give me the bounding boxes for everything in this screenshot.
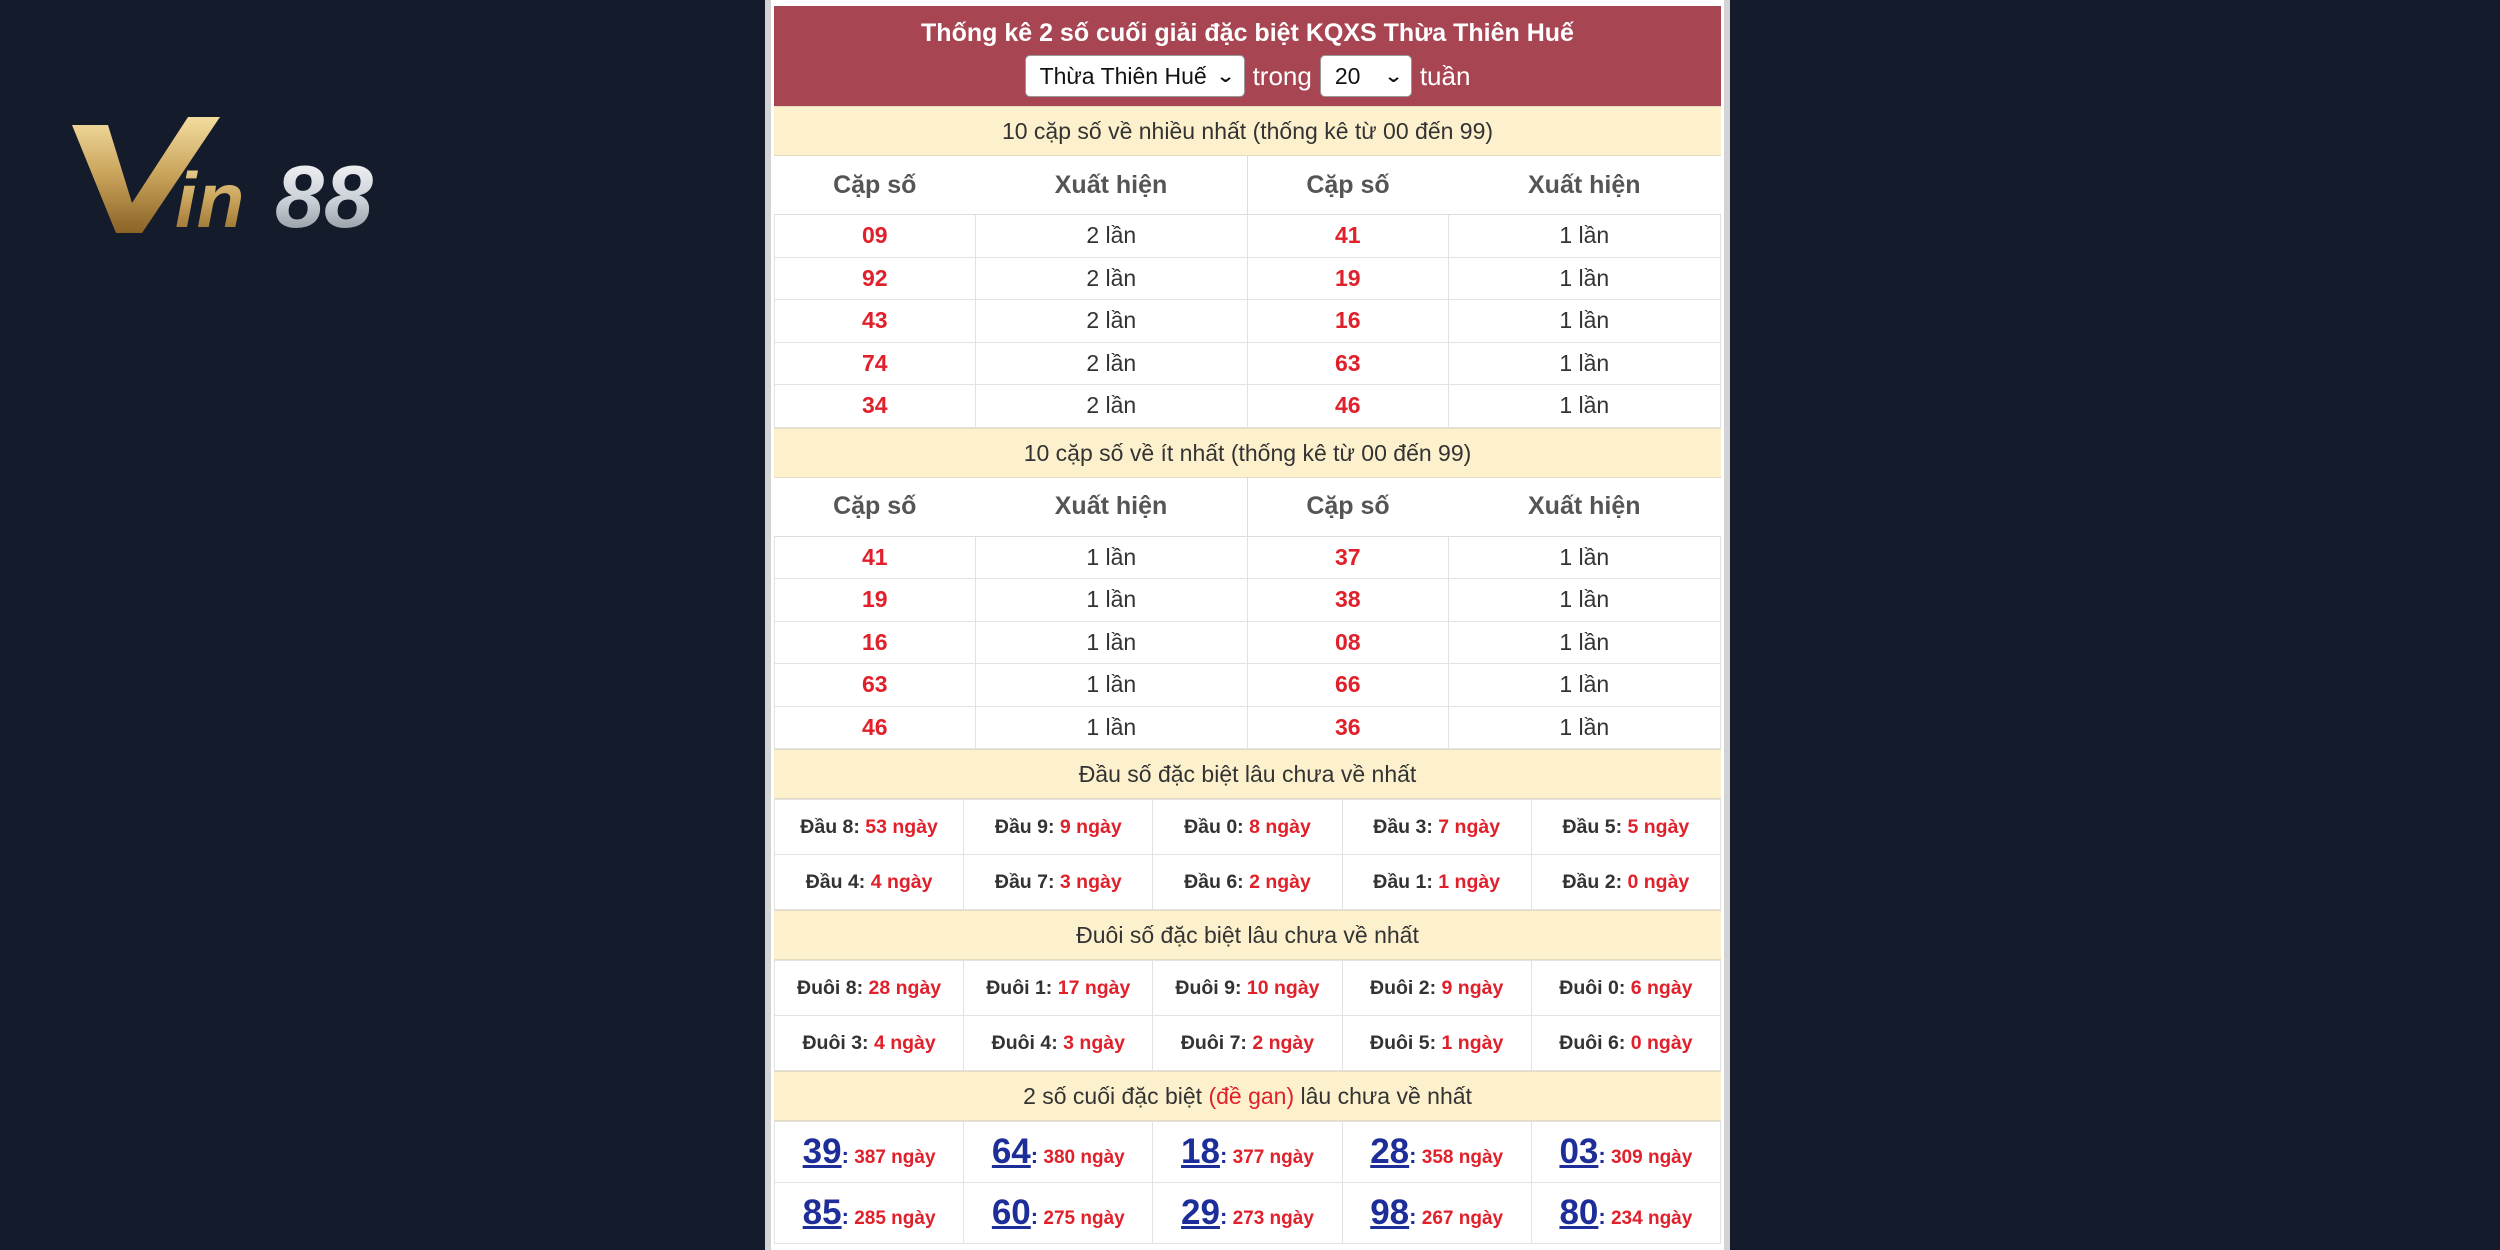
pair-number: 36 (1247, 706, 1448, 749)
gan-number-link[interactable]: 64 (991, 1132, 1031, 1171)
weeks-select[interactable] (1320, 55, 1412, 97)
pair-number: 74 (775, 342, 976, 385)
gan-number-link[interactable]: 39 (802, 1132, 842, 1171)
table-row (775, 1183, 1721, 1244)
pair-count: 1 lần (1448, 579, 1720, 622)
dau-cell: Đầu 6: 2 ngày (1153, 855, 1342, 910)
gan-cell: 03: 309 ngày (1531, 1122, 1720, 1183)
pair-count: 2 lần (975, 215, 1247, 258)
pair-count: 2 lần (975, 300, 1247, 343)
svg-text:88: 88 (275, 147, 373, 245)
dau-cell: Đầu 3: 7 ngày (1342, 800, 1531, 855)
pair-number: 43 (775, 300, 976, 343)
province-select[interactable] (1025, 55, 1245, 97)
vin88-logo-graphic (70, 115, 460, 245)
page-title: Thống kê 2 số cuối giải đặc biệt KQXS Thừa Thiên Huế (921, 19, 1574, 47)
chevron-down-icon: ⌄ (1216, 66, 1236, 86)
most-frequent-table (774, 156, 1721, 428)
duoi-cell: Đuôi 3: 4 ngày (775, 1016, 964, 1071)
table-row (775, 855, 1721, 910)
table-header-row (775, 478, 1721, 537)
gan-number-link[interactable]: 28 (1370, 1132, 1410, 1171)
filter-controls (774, 54, 1721, 98)
col-header-count: Xuất hiện (1448, 478, 1720, 537)
pair-count: 1 lần (975, 664, 1247, 707)
table-row (775, 1016, 1721, 1071)
pair-number: 37 (1247, 536, 1448, 579)
gan-number-link[interactable]: 03 (1559, 1132, 1599, 1171)
pair-number: 34 (775, 385, 976, 428)
tuan-label: tuần (1419, 61, 1471, 91)
table-row (775, 300, 1721, 343)
gan-number-link[interactable]: 29 (1181, 1193, 1220, 1232)
col-header-count: Xuất hiện (975, 156, 1247, 215)
most-frequent-title: 10 cặp số về nhiều nhất (thống kê từ 00 đến 99) (774, 106, 1721, 156)
duoi-cell: Đuôi 2: 9 ngày (1342, 961, 1531, 1016)
dau-cell: Đầu 1: 1 ngày (1342, 855, 1531, 910)
gan-number-link[interactable]: 85 (802, 1193, 842, 1232)
gan-cell: 18: 377 ngày (1153, 1122, 1342, 1183)
dau-cell: Đầu 0: 8 ngày (1153, 800, 1342, 855)
pair-count: 1 lần (975, 579, 1247, 622)
gan-cell: 80: 234 ngày (1531, 1183, 1720, 1244)
dau-cell: Đầu 7: 3 ngày (964, 855, 1153, 910)
dau-cell: Đầu 9: 9 ngày (964, 800, 1153, 855)
col-header-count: Xuất hiện (1448, 156, 1720, 215)
col-header-pair: Cặp số (775, 478, 976, 537)
pair-count: 1 lần (1448, 621, 1720, 664)
pair-number: 19 (775, 579, 976, 622)
pair-number: 63 (775, 664, 976, 707)
trong-label: trong (1252, 61, 1312, 91)
duoi-cell: Đuôi 9: 10 ngày (1153, 961, 1342, 1016)
pair-count: 1 lần (1448, 300, 1720, 343)
pair-number: 16 (775, 621, 976, 664)
pair-count: 1 lần (1448, 215, 1720, 258)
least-frequent-table (774, 478, 1721, 750)
pair-number: 46 (1247, 385, 1448, 428)
duoi-cell: Đuôi 4: 3 ngày (964, 1016, 1153, 1071)
pair-count: 1 lần (1448, 257, 1720, 300)
pair-number: 92 (775, 257, 976, 300)
table-row (775, 664, 1721, 707)
table-row (775, 536, 1721, 579)
duoi-cell: Đuôi 5: 1 ngày (1342, 1016, 1531, 1071)
duoi-cell: Đuôi 7: 2 ngày (1153, 1016, 1342, 1071)
stats-panel (765, 0, 1730, 1250)
pair-count: 1 lần (975, 536, 1247, 579)
gan-cell: 29: 273 ngày (1153, 1183, 1342, 1244)
province-select-value: Thừa Thiên Huế (1039, 63, 1207, 89)
duoi-title: Đuôi số đặc biệt lâu chưa về nhất (774, 910, 1721, 960)
gan-cell: 28: 358 ngày (1342, 1122, 1531, 1183)
pair-number: 09 (775, 215, 976, 258)
pair-count: 1 lần (1448, 536, 1720, 579)
gan-cell: 64: 380 ngày (964, 1122, 1153, 1183)
pair-number: 16 (1247, 300, 1448, 343)
pair-number: 46 (775, 706, 976, 749)
table-header-row (775, 156, 1721, 215)
duoi-cell: Đuôi 0: 6 ngày (1531, 961, 1720, 1016)
dau-cell: Đầu 4: 4 ngày (775, 855, 964, 910)
least-frequent-title: 10 cặp số về ít nhất (thống kê từ 00 đến 99) (774, 428, 1721, 478)
vin88-logo[interactable] (70, 115, 460, 245)
gan-cell: 85: 285 ngày (775, 1183, 964, 1244)
dau-cell: Đầu 2: 0 ngày (1531, 855, 1720, 910)
table-row (775, 342, 1721, 385)
gan-cell: 60: 275 ngày (964, 1183, 1153, 1244)
chevron-down-icon: ⌄ (1383, 66, 1404, 86)
table-row (775, 385, 1721, 428)
gan-number-link[interactable]: 18 (1181, 1132, 1220, 1171)
pair-count: 1 lần (975, 621, 1247, 664)
duoi-cell: Đuôi 6: 0 ngày (1531, 1016, 1720, 1071)
pair-number: 38 (1247, 579, 1448, 622)
table-row (775, 257, 1721, 300)
pair-number: 63 (1247, 342, 1448, 385)
dau-cell: Đầu 8: 53 ngày (775, 800, 964, 855)
gan-number-link[interactable]: 80 (1559, 1193, 1599, 1232)
duoi-table (774, 960, 1721, 1071)
pair-count: 1 lần (1448, 706, 1720, 749)
gan-cell: 98: 267 ngày (1342, 1183, 1531, 1244)
col-header-pair: Cặp số (1247, 478, 1448, 537)
panel-header (774, 6, 1721, 106)
gan-table (774, 1121, 1721, 1244)
gan-number-link[interactable]: 60 (991, 1193, 1031, 1232)
duoi-cell: Đuôi 1: 17 ngày (964, 961, 1153, 1016)
duoi-cell: Đuôi 8: 28 ngày (775, 961, 964, 1016)
pair-number: 19 (1247, 257, 1448, 300)
gan-cell: 39: 387 ngày (775, 1122, 964, 1183)
pair-count: 1 lần (1448, 385, 1720, 428)
pair-count: 2 lần (975, 257, 1247, 300)
pair-number: 08 (1247, 621, 1448, 664)
gan-title: 2 số cuối đặc biệt (đề gan) lâu chưa về nhất (774, 1071, 1721, 1121)
pair-count: 2 lần (975, 385, 1247, 428)
pair-number: 41 (775, 536, 976, 579)
table-row (775, 961, 1721, 1016)
table-row (775, 800, 1721, 855)
gan-number-link[interactable]: 98 (1370, 1193, 1410, 1232)
pair-count: 1 lần (975, 706, 1247, 749)
table-row (775, 215, 1721, 258)
pair-count: 2 lần (975, 342, 1247, 385)
table-row (775, 621, 1721, 664)
table-row (775, 706, 1721, 749)
table-row (775, 579, 1721, 622)
pair-count: 1 lần (1448, 664, 1720, 707)
weeks-select-value: 20 (1334, 63, 1361, 89)
dau-table (774, 799, 1721, 910)
col-header-pair: Cặp số (775, 156, 976, 215)
table-row (775, 1122, 1721, 1183)
col-header-count: Xuất hiện (975, 478, 1247, 537)
col-header-pair: Cặp số (1247, 156, 1448, 215)
dau-cell: Đầu 5: 5 ngày (1531, 800, 1720, 855)
pair-count: 1 lần (1448, 342, 1720, 385)
svg-text:in: in (175, 156, 245, 244)
pair-number: 41 (1247, 215, 1448, 258)
pair-number: 66 (1247, 664, 1448, 707)
dau-title: Đầu số đặc biệt lâu chưa về nhất (774, 749, 1721, 799)
